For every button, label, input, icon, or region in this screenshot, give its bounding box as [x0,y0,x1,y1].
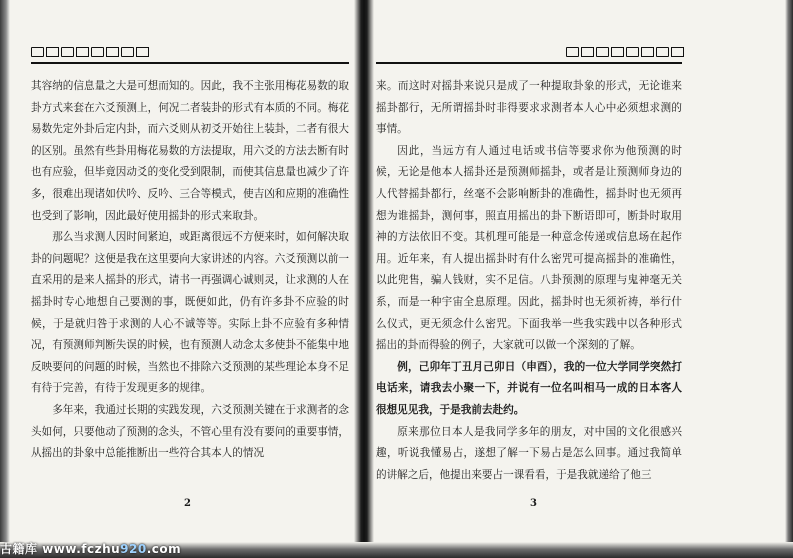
watermark-domain-b: 920 [120,542,147,556]
right-header-rule [376,62,682,64]
right-paragraph-4: 原来那位日本人是我同学多年的朋友，对中国的文化很感兴趣，听说我懂易占，遂想了解一下易占是怎么回事。通过我简单的讲解之后，他提出来要占一课看看，于是我就递给了他三 [376,425,682,481]
book-gutter [354,0,374,545]
left-header-ornament [31,47,149,59]
left-page-body [31,76,349,465]
watermark-prefix: 古籍库 [0,542,38,556]
right-paragraph-3-example: 例，己卯年丁丑月己卯日（申酉），我的一位大学同学突然打电话来，请我去小聚一下，并说有一位名叫相马一成的日本客人很想见见我，于是我前去赴约。 [376,360,682,416]
left-paragraph-1: 其容纳的信息量之大是可想而知的。因此，我不主张用梅花易数的取卦方式来套在六爻预测上，何况二者装卦的形式有本质的不同。梅花易数先定外卦后定内卦，而六爻则从初爻开始往上装卦，二者有很大的区别。虽然有些卦用梅花易数的方法提取，用六爻的方法去断有时也有应验，但毕竟因动爻的变化受到限制，而使其信息量也减少了许多，很难出现诸如伏吟、反吟、三合等模式，使吉凶和应期的准确性也受到了影响，因此最好使用摇卦的形式来取卦。 [31,80,349,222]
watermark-domain-c: .com [146,542,182,556]
left-page-number: 2 [184,498,191,509]
scan-shadow-right [785,0,793,558]
right-paragraph-1: 来。而这时对摇卦来说只是成了一种提取卦象的形式，无论谁来摇卦都行，无所谓摇卦时非得要求求测者本人心中必须想求测的事情。 [376,80,682,136]
left-paragraph-3: 多年来，我通过长期的实践发现，六爻预测关键在于求测者的念头如何，只要他动了预测的念头，不管心里有没有要问的重要事情，从摇出的卦象中总能推断出一些符合其本人的情况 [31,403,349,460]
left-header-rule [31,62,349,64]
right-paragraph-2: 因此，当远方有人通过电话或书信等要求你为他预测的时候，无论是他本人摇卦还是预测师摇卦，或者是让预测师身边的人代替摇卦都行，丝毫不会影响断卦的准确性，摇卦时也无须再想为谁摇卦，测何事，照直用摇出的卦下断语即可，断卦时取用神的方法依旧不变。其机理可能是一种意念传递或信息场在起作用。近年来，有人提出摇卦时有什么密咒可提高摇卦的准确性，以此兜售，骗人钱财，实不足信。八卦预测的原理与鬼神毫无关系，而是一种宇宙全息原理。因此，摇卦时也无须祈祷，举行什么仪式，更无须念什么密咒。下面我举一些我实践中以各种形式摇出的卦而得验的例子，大家就可以做一个深刻的了解。 [376,144,682,352]
site-watermark [0,540,181,557]
right-page-body [376,76,682,486]
right-page-number: 3 [530,498,537,509]
right-header-ornament [566,47,684,59]
watermark-domain-a: www.fczhu [42,542,121,556]
left-paragraph-2: 那么当求测人因时间紧迫，或距离很远不方便来时，如何解决取卦的问题呢？这便是我在这里要向大家讲述的内容。六爻预测以前一直采用的是来人摇卦的形式，请书一再强调心诚则灵，让求测的人在摇卦时专心地想自己要测的事，既便如此，仍有许多卦不应验的时候，于是就归咎于求测的人心不诚等等。实际上卦不应验有多种情况，有预测师判断失误的时候，也有预测人动念太多使卦不能集中地反映要问的问题的时候，当然也不排除六爻预测的某些理论本身不足有待于完善，有待于发现更多的规律。 [31,231,349,395]
scan-shadow-left [0,0,10,558]
